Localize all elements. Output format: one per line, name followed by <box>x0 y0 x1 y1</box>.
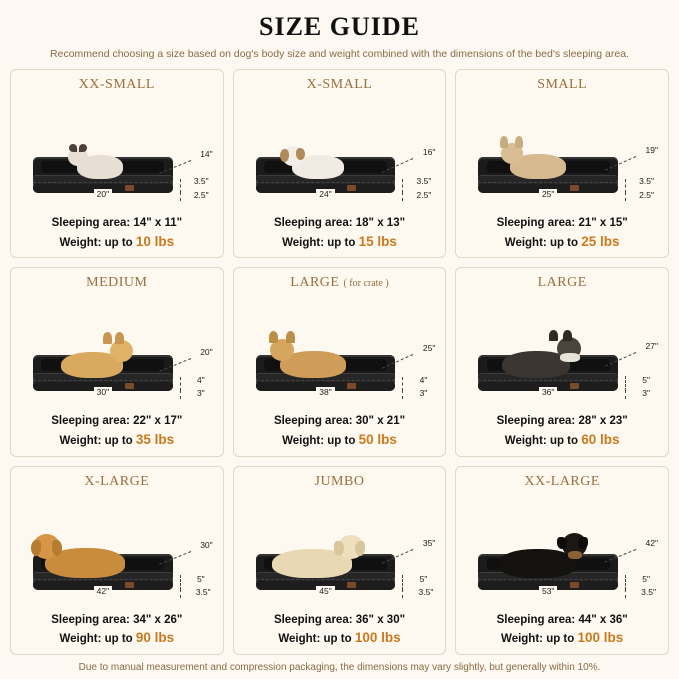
front-height-label: 3.5" <box>195 586 211 597</box>
width-dimension-line <box>256 579 396 598</box>
front-height-line <box>180 390 181 399</box>
size-card-name: SMALL <box>537 77 588 92</box>
depth-label: 30" <box>200 539 213 550</box>
width-label: 45" <box>316 586 334 596</box>
back-height-line <box>625 376 626 391</box>
size-card-specs <box>462 413 662 449</box>
weight-value: 60 lbs <box>581 431 620 447</box>
weight-value: 50 lbs <box>358 431 397 447</box>
size-card-specs <box>17 215 217 251</box>
weight-value: 10 lbs <box>135 233 175 249</box>
sleeping-area-value: 22" x 17" <box>133 415 183 428</box>
size-card-title <box>462 77 662 93</box>
size-card-specs <box>240 413 440 449</box>
front-height-label: 3.5" <box>641 586 657 597</box>
sleeping-area-value: 14" x 11" <box>133 216 183 229</box>
front-height-label: 3" <box>642 388 651 399</box>
size-card-grid <box>10 69 669 655</box>
width-label: 36" <box>539 387 557 397</box>
weight-label: Weight: up to <box>59 236 133 249</box>
width-label: 25" <box>539 189 557 199</box>
front-height-label: 2.5" <box>416 189 432 200</box>
sleeping-area-value: 18" x 13" <box>355 216 406 229</box>
size-card-name: JUMBO <box>314 473 365 489</box>
back-height-line <box>402 179 403 193</box>
dog-ear <box>79 144 87 152</box>
back-height-line <box>402 377 403 391</box>
bed-illustration <box>462 293 662 411</box>
width-dimension-line <box>478 579 618 598</box>
width-dimension-line <box>478 380 618 399</box>
size-card-specs <box>17 612 217 648</box>
bed-illustration <box>462 95 662 213</box>
weight-label: Weight: up to <box>59 633 133 646</box>
front-height-label: 3" <box>419 388 428 399</box>
dog-ear <box>280 149 289 162</box>
size-card[interactable] <box>10 69 224 258</box>
size-card[interactable] <box>233 267 447 456</box>
size-card-specs <box>240 215 440 251</box>
front-height-line <box>625 192 626 201</box>
dog-ear <box>549 330 558 341</box>
depth-label: 35" <box>422 537 436 548</box>
size-card-title <box>240 77 440 93</box>
size-card-title <box>462 474 662 490</box>
width-dimension-line <box>33 380 173 399</box>
dog-graphic <box>280 351 346 378</box>
sleeping-area-value: 30" x 21" <box>355 415 406 428</box>
sleeping-area-label: Sleeping area: <box>496 415 576 428</box>
size-card-title <box>240 275 440 291</box>
size-card[interactable] <box>10 466 224 655</box>
bed-illustration <box>17 95 217 213</box>
dog-graphic <box>77 155 123 179</box>
width-label: 42" <box>94 586 112 596</box>
front-height-line <box>402 192 403 201</box>
depth-label: 27" <box>645 341 659 352</box>
dog-graphic <box>498 549 576 578</box>
back-height-label: 3.5" <box>416 175 432 186</box>
dog-ear <box>103 332 112 344</box>
dog-ear <box>563 330 572 341</box>
back-height-line <box>180 179 181 193</box>
size-card-title <box>462 275 662 291</box>
depth-label: 16" <box>422 146 436 157</box>
sleeping-area-label: Sleeping area: <box>273 415 353 428</box>
size-card-title <box>17 474 217 490</box>
dog-ear <box>69 144 77 152</box>
size-card[interactable] <box>233 69 447 258</box>
dog-ear <box>286 331 295 343</box>
depth-label: 20" <box>200 347 213 358</box>
front-height-line <box>180 192 181 201</box>
bed-illustration <box>17 293 217 411</box>
back-height-line <box>402 575 403 590</box>
size-card-title <box>17 275 217 291</box>
front-height-label: 3.5" <box>418 586 434 597</box>
depth-label: 19" <box>645 144 659 155</box>
sleeping-area-label: Sleeping area: <box>51 613 130 626</box>
dog-graphic <box>61 352 123 378</box>
sleeping-area-label: Sleeping area: <box>496 216 576 229</box>
dog-graphic <box>502 351 570 378</box>
dog-graphic <box>292 155 344 179</box>
weight-value: 25 lbs <box>581 233 620 249</box>
back-height-label: 3.5" <box>639 175 655 186</box>
weight-label: Weight: up to <box>59 434 133 447</box>
weight-label: Weight: up to <box>504 236 579 249</box>
dog-ear <box>515 136 523 148</box>
width-label: 38" <box>316 387 334 397</box>
width-dimension-line <box>256 380 396 399</box>
bed-illustration <box>17 492 217 610</box>
width-dimension-line <box>33 579 173 598</box>
width-dimension-line <box>256 182 396 201</box>
size-card-note: ( for crate ) <box>343 278 389 290</box>
size-card-name: XX-LARGE <box>524 473 600 489</box>
back-height-label: 5" <box>419 573 428 584</box>
width-label: 53" <box>539 586 557 596</box>
weight-value: 100 lbs <box>577 630 624 646</box>
back-height-label: 3.5" <box>193 175 209 186</box>
back-height-line <box>180 377 181 391</box>
width-label: 24" <box>316 189 334 199</box>
front-height-line <box>402 390 403 399</box>
size-card-name: LARGE <box>290 275 340 291</box>
depth-label: 42" <box>645 537 659 548</box>
sleeping-area-label: Sleeping area: <box>273 216 353 229</box>
front-height-label: 2.5" <box>639 189 655 200</box>
size-card-specs <box>240 612 440 648</box>
back-height-label: 5" <box>642 573 651 584</box>
dog-chest <box>560 353 580 362</box>
size-card-name: XX-SMALL <box>78 77 155 92</box>
back-height-label: 5" <box>642 375 651 386</box>
weight-value: 35 lbs <box>135 431 175 447</box>
bed-illustration <box>240 492 440 610</box>
bed-illustration <box>240 95 440 213</box>
front-height-line <box>625 589 626 598</box>
weight-label: Weight: up to <box>504 434 579 447</box>
size-card-name: LARGE <box>537 275 587 291</box>
depth-label: 25" <box>422 343 436 354</box>
weight-value: 100 lbs <box>354 630 401 646</box>
sleeping-area-value: 36" x 30" <box>355 613 406 626</box>
width-dimension-line <box>33 182 173 201</box>
size-card[interactable] <box>233 466 447 655</box>
size-card-name: X-LARGE <box>84 473 150 489</box>
weight-label: Weight: up to <box>278 633 352 646</box>
front-height-line <box>402 589 403 598</box>
width-dimension-line <box>478 182 618 201</box>
dog-ear <box>355 541 365 556</box>
size-card-title <box>17 77 217 93</box>
dog-ear <box>115 332 124 344</box>
width-label: 30" <box>94 387 112 397</box>
size-card-name: MEDIUM <box>86 275 148 291</box>
dog-graphic <box>45 548 125 578</box>
back-height-line <box>625 575 626 590</box>
weight-label: Weight: up to <box>501 633 575 646</box>
size-card[interactable] <box>455 69 669 258</box>
size-card[interactable] <box>10 267 224 456</box>
weight-value: 90 lbs <box>135 630 175 646</box>
bed-illustration <box>240 293 440 411</box>
back-height-line <box>180 575 181 590</box>
dog-markings <box>568 551 582 559</box>
front-height-label: 2.5" <box>193 189 209 200</box>
sleeping-area-value: 34" x 26" <box>133 613 183 626</box>
back-height-line <box>625 179 626 193</box>
front-height-line <box>180 589 181 598</box>
dog-ear <box>500 136 508 148</box>
back-height-label: 5" <box>196 573 205 584</box>
size-card-title <box>240 474 440 490</box>
bed-illustration <box>462 492 662 610</box>
weight-value: 15 lbs <box>358 233 397 249</box>
sleeping-area-label: Sleeping area: <box>273 613 353 626</box>
back-height-label: 4" <box>419 375 428 386</box>
weight-label: Weight: up to <box>282 236 356 249</box>
size-card[interactable] <box>455 267 669 456</box>
dog-ear <box>578 537 588 549</box>
size-card-specs <box>462 612 662 648</box>
back-height-label: 4" <box>196 375 205 386</box>
weight-label: Weight: up to <box>282 434 356 447</box>
page-subtitle: Recommend choosing a size based on dog's body size and weight combined with the dimensions of the bed's sleeping area. <box>50 48 629 60</box>
dog-ear <box>557 537 567 549</box>
dog-graphic <box>510 154 566 179</box>
dog-ear <box>52 540 62 556</box>
front-height-label: 3" <box>196 388 205 399</box>
size-card-name: X-SMALL <box>306 77 373 92</box>
footer-note: Due to manual measurement and compression packaging, the dimensions may vary slightly, but generally within 10%. <box>78 662 601 673</box>
size-card-specs <box>462 215 662 251</box>
sleeping-area-value: 44" x 36" <box>578 613 628 626</box>
dog-graphic <box>272 549 352 578</box>
page-title: SIZE GUIDE <box>259 12 420 41</box>
dog-ear <box>296 148 305 160</box>
size-card-specs <box>17 413 217 449</box>
size-card[interactable] <box>455 466 669 655</box>
sleeping-area-value: 28" x 23" <box>578 415 628 428</box>
dog-ear <box>334 541 344 556</box>
sleeping-area-value: 21" x 15" <box>578 216 628 229</box>
dog-ear <box>31 540 41 556</box>
front-height-line <box>625 390 626 399</box>
sleeping-area-label: Sleeping area: <box>51 415 130 428</box>
sleeping-area-label: Sleeping area: <box>496 613 576 626</box>
dog-ear <box>269 331 278 343</box>
width-label: 20" <box>94 189 112 199</box>
depth-label: 14" <box>200 148 213 159</box>
sleeping-area-label: Sleeping area: <box>51 216 131 229</box>
